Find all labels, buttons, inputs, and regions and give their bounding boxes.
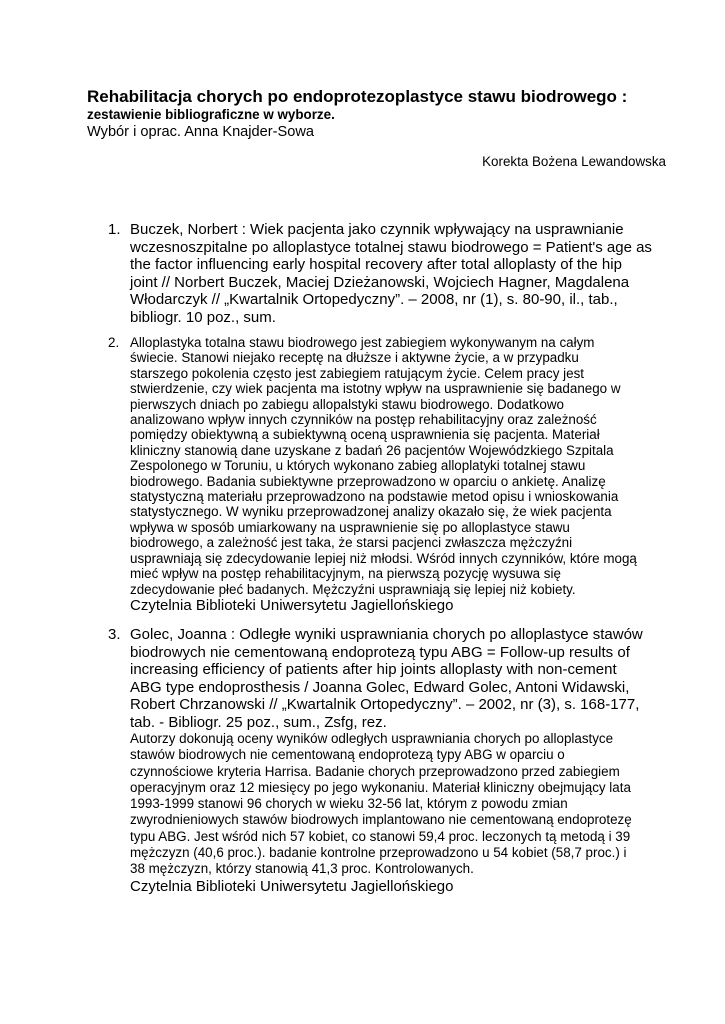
text-line: biodrowego. Badania subiektywne przeprowadzono w oparciu o ankietę. Analizę	[130, 473, 606, 489]
text-line: statystyczną materiału przeprowadzono na podstawie metod opisu i wnioskowania	[130, 489, 619, 505]
text-line: mieć wpływ na postęp rehabilitacyjnym, na pierwszą pozycję wysuwa się	[130, 566, 561, 582]
text-line: bibliogr. 10 poz., sum.	[130, 308, 276, 326]
abstract-text	[130, 335, 637, 597]
proofreading-credit: Korekta Bożena Lewandowska	[482, 154, 666, 169]
text-line: mężczyzn (40,6 proc.). badanie kontrolne przeprowadzono u 54 kobiet (58,7 proc.) i	[130, 845, 627, 861]
text-line: wczesnoszpitalne po alloplastyce totalnej stawu biodrowego = Patient's age as	[130, 238, 652, 256]
document-title: Rehabilitacja chorych po endoprotezoplastyce stawu biodrowego :	[87, 87, 628, 106]
item-abstract	[130, 335, 637, 614]
text-line: joint // Norbert Buczek, Maciej Dzieżanowski, Wojciech Hagner, Magdalena	[130, 273, 630, 291]
text-line: zwyrodnieniowych stawów biodrowych implantowano nie cementowaną endoprotezę	[130, 812, 632, 828]
text-line: ABG type endoprosthesis / Joanna Golec, Edward Golec, Antoni Widawski,	[130, 678, 630, 696]
text-line: biodrowych nie cementowaną endoprotezą typu ABG = Follow-up results of	[130, 643, 630, 661]
text-line: statystycznego. W wyniku przeprowadzonej analizy okazało się, że wiek pacjenta	[130, 504, 612, 520]
text-line: czynnościowe kryteria Harrisa. Badanie chorych przeprowadzono przed zabiegiem	[130, 763, 620, 779]
item-location: Czytelnia Biblioteki Uniwersytetu Jagiellońskiego	[130, 596, 454, 614]
text-line: biodrowego, a zależność jest taka, że starsi pacjenci zwłaszcza mężczyźni	[130, 535, 573, 551]
item-abstract	[130, 731, 643, 878]
text-line: operacyjnym oraz 12 miesięcy po jego wykonaniu. Materiał kliniczny obejmujący lata	[130, 779, 631, 795]
item-location: Czytelnia Biblioteki Uniwersytetu Jagiellońskiego	[130, 877, 454, 895]
item-citation	[130, 626, 643, 731]
text-line: 1993-1999 stanowi 96 chorych w wieku 32-56 lat, którym z powodu zmian	[130, 796, 568, 812]
text-line: tab. - Bibliogr. 25 poz., sum., Zsfg, rez.	[130, 713, 387, 731]
text-line: Zespolonego w Toruniu, u których wykonano zabieg alloplatyki totalnej stawu	[130, 458, 586, 474]
item-number: 1.	[108, 221, 121, 238]
text-line: zdecydowanie płeć badanych. Mężczyźni usprawniają się lepiej niż kobiety.	[130, 581, 576, 597]
item-entry	[130, 626, 643, 895]
item-number: 3.	[108, 626, 121, 643]
text-line: usprawniają się zdecydowanie lepiej niż młodsi. Wśród innych czynników, które mogą	[130, 550, 637, 566]
text-line: wpływa w sposób umiarkowany na usprawnienie się po alloplastyce stawu	[130, 519, 570, 535]
text-line: typu ABG. Jest wśród nich 57 kobiet, co stanowi 59,4 proc. leczonych tą metodą i 39	[130, 828, 631, 844]
document-subtitle: zestawienie bibliograficzne w wyborze.	[87, 107, 335, 122]
text-line: analizowano wpływ innych czynników na postęp rehabilitacyjny oraz zależność	[130, 412, 597, 428]
text-line: stawów biodrowych nie cementowaną endoprotezą typy ABG w oparciu o	[130, 747, 565, 763]
item-citation	[130, 221, 652, 326]
text-line: Alloplastyka totalna stawu biodrowego jest zabiegiem wykonywanym na całym	[130, 335, 595, 350]
text-line: pomiędzy obiektywną a subiektywną oceną usprawnienia się pacjenta. Materiał	[130, 427, 600, 443]
text-line: Buczek, Norbert : Wiek pacjenta jako czynnik wpływający na usprawnianie	[130, 221, 624, 238]
text-line: increasing efficiency of patients after hip joints alloplasty with non-cement	[130, 661, 617, 678]
text-line: Golec, Joanna : Odległe wyniki usprawniania chorych po alloplastyce stawów	[130, 626, 643, 643]
compiler-credit: Wybór i oprac. Anna Knajder-Sowa	[87, 124, 315, 140]
text-line: Włodarczyk // „Kwartalnik Ortopedyczny”. – 2008, nr (1), s. 80-90, il., tab.,	[130, 291, 618, 308]
text-line: starszego pokolenia często jest zabiegiem ratującym życie. Celem pracy jest	[130, 365, 584, 381]
item-number: 2.	[108, 335, 120, 350]
text-line: kliniczny stanowią dane uzyskane z badań 26 pacjentów Wojewódzkiego Szpitala	[130, 442, 614, 458]
text-line: Robert Chrzanowski // „Kwartalnik Ortopedyczny”. – 2002, nr (3), s. 168-177,	[130, 696, 640, 713]
text-line: pierwszych dniach po zabiegu allopalstyki stawu biodrowego. Dodatkowo	[130, 396, 564, 412]
text-line: Autorzy dokonują oceny wyników odległych usprawniania chorych po alloplastyce	[130, 731, 614, 746]
text-line: 38 mężczyzn, którzy stanowią 41,3 proc. Kontrolowanych.	[130, 861, 474, 877]
text-line: the factor influencing early hospital recovery after total alloplasty of the hip	[130, 256, 622, 273]
text-line: stwierdzenie, czy wiek pacjenta ma istotny wpływ na usprawnienie się badanego w	[130, 381, 621, 397]
text-line: świecie. Stanowi niejako receptę na dłuższe i aktywne życie, a w przypadku	[130, 350, 579, 366]
